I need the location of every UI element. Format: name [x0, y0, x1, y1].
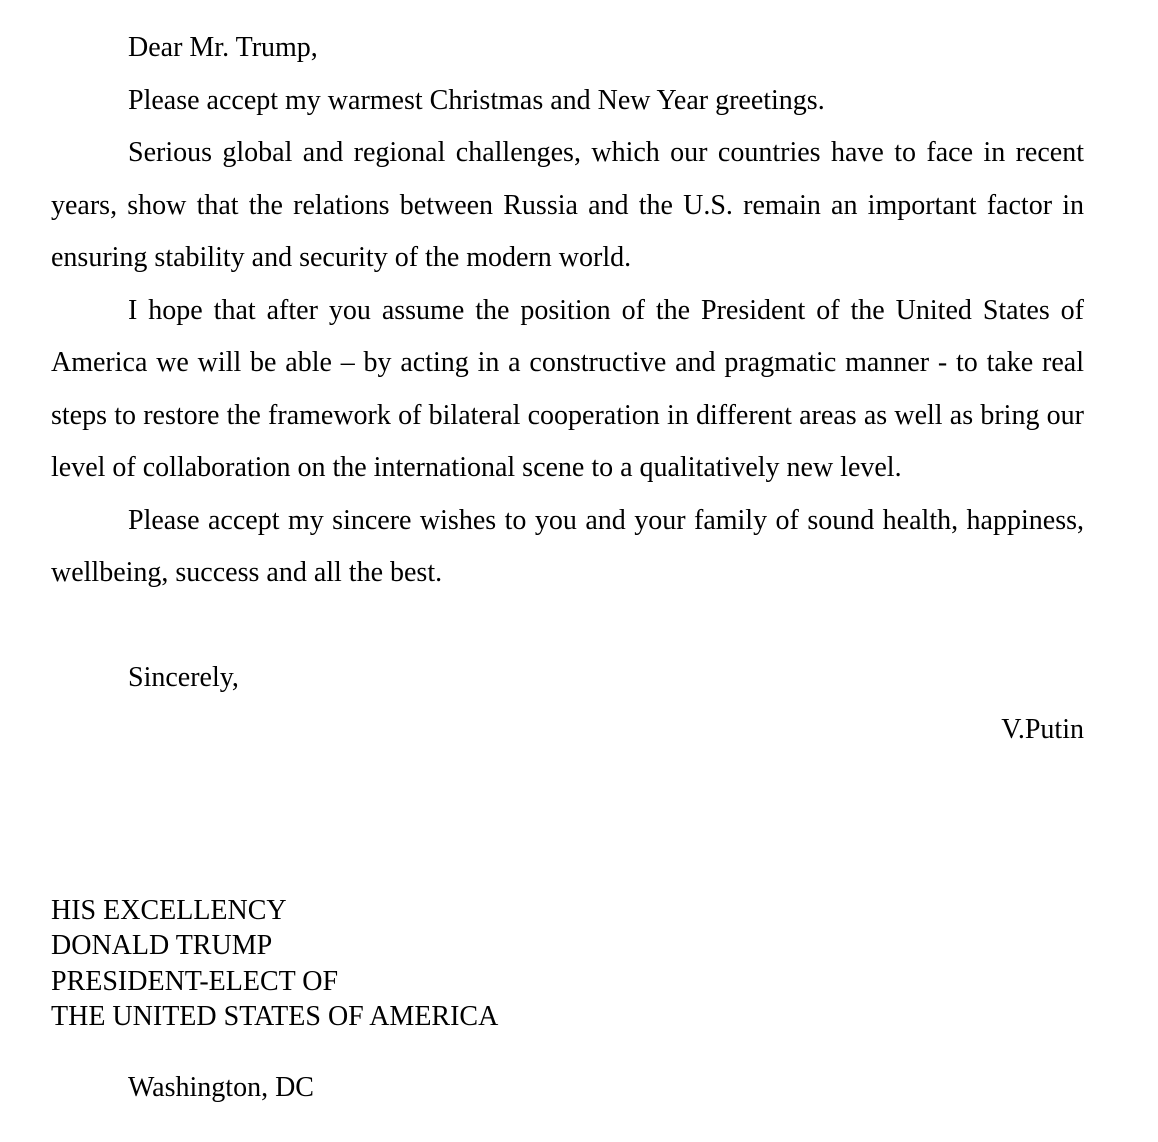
signature: V.Putin: [1001, 714, 1084, 745]
recipient-line-name: DONALD TRUMP: [51, 930, 273, 962]
recipient-address-block: [51, 893, 498, 1034]
recipient-line-country: THE UNITED STATES OF AMERICA: [51, 1000, 499, 1032]
closing: Sincerely,: [128, 661, 239, 693]
paragraph-greetings: Please accept my warmest Christmas and New Year greetings.: [128, 84, 825, 116]
recipient-location: Washington, DC: [128, 1072, 314, 1103]
letter-body: [51, 22, 1084, 757]
paragraph-challenges: Serious global and regional challenges, which our countries have to face in recent years, show that the relations between Russia and the U.S. remain an important factor in ensuring stability and security of the modern world.: [51, 137, 1084, 273]
recipient-line-position: PRESIDENT-ELECT OF: [51, 965, 339, 997]
salutation: Dear Mr. Trump,: [128, 32, 318, 63]
recipient-line-title: HIS EXCELLENCY: [51, 895, 287, 926]
paragraph-wishes: Please accept my sincere wishes to you and your family of sound health, happiness, wellbeing, success and all the best.: [51, 504, 1084, 588]
paragraph-hopes: I hope that after you assume the position of the President of the United States of America we will be able – by acting in a constructive and pragmatic manner - to take real steps to restore the framework of bilateral cooperation in different areas as well as bring our level of collaboration on the international scene to a qualitatively new level.: [51, 294, 1084, 483]
